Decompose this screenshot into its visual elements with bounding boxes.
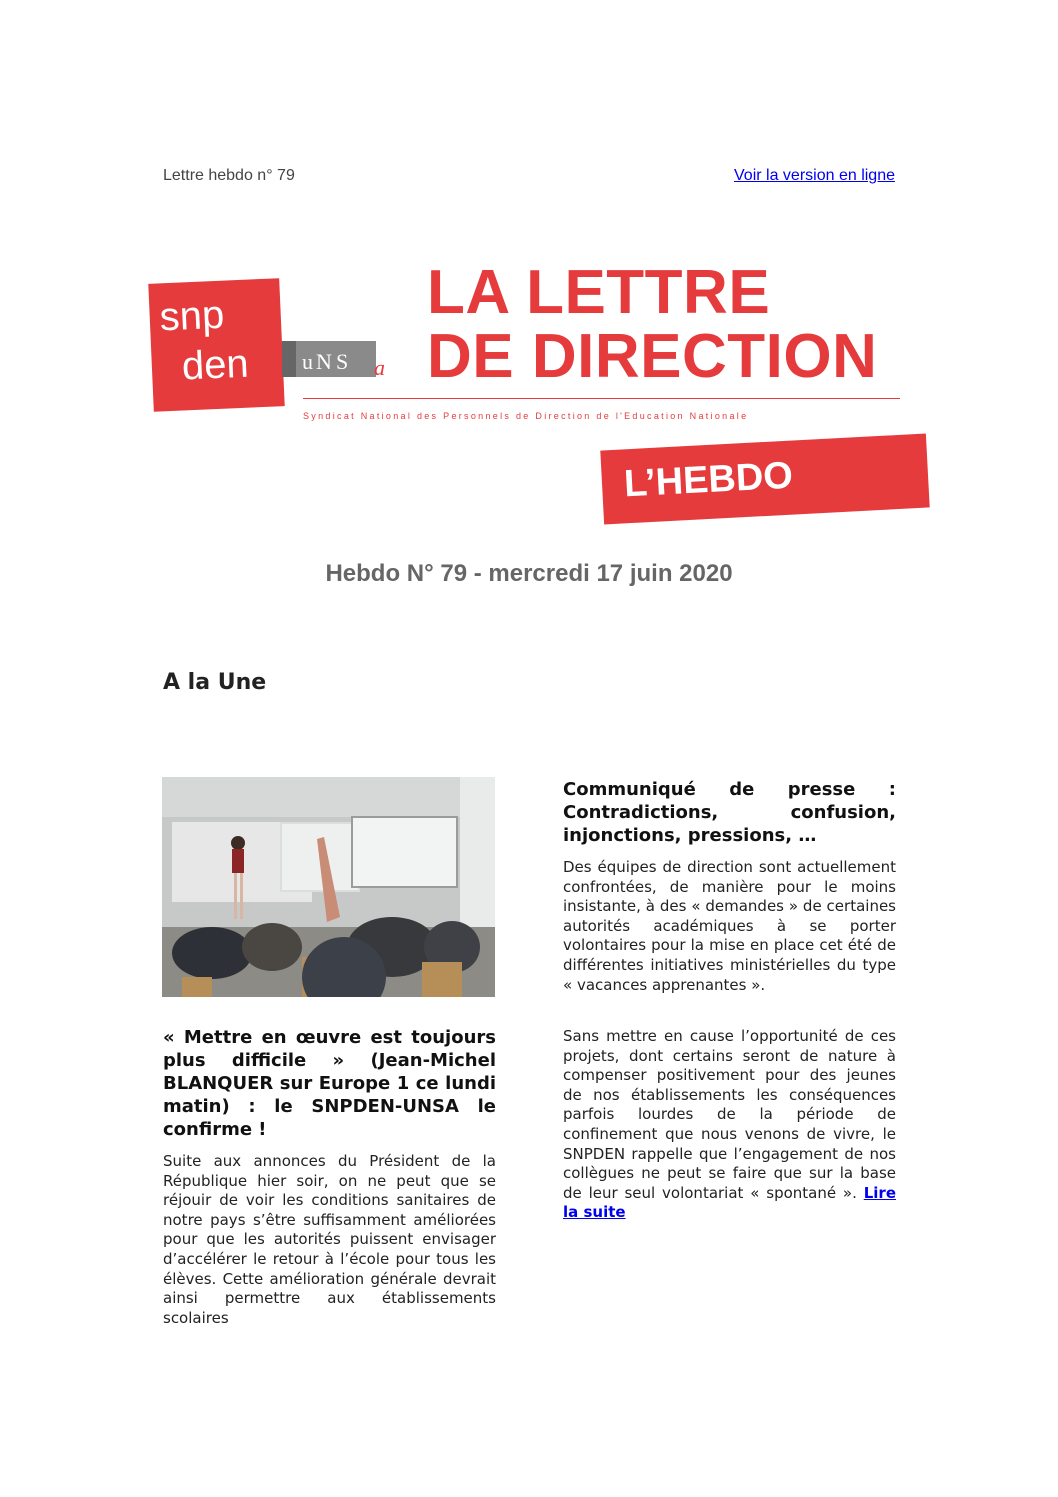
svg-text:a: a [374,355,385,379]
online-version-link[interactable]: Voir la version en ligne [734,167,895,184]
hebdo-badge-label: L’HEBDO [622,454,794,506]
right-article-title [563,778,896,847]
masthead-title-line-2: DE DIRECTION [427,322,878,391]
svg-text:u: u [302,349,313,374]
issue-number-label: Lettre hebdo n° 79 [163,167,295,184]
section-heading: A la Une [163,670,267,695]
left-article-body [163,1152,496,1328]
hebdo-badge [600,434,929,525]
issue-date-heading: Hebdo N° 79 - mercredi 17 juin 2020 [325,560,733,587]
left-article-title [163,1026,496,1141]
masthead-divider [303,398,900,399]
classroom-photo [162,777,495,997]
right-article-paragraph-2 [563,1027,896,1223]
right-article-paragraph-2-text: Sans mettre en cause l’opportunité de ces projets, dont certains seront de nature à compenser positivement pour des jeunes de nos établissements les conséquences parfois lourdes de la période de confinement que nous venons de vivre, le SNPDEN rappelle que l’engagement de nos collègues ne peut se faire que sur la base de leur seul volontariat « spontané ». [563,1027,896,1202]
svg-text:S: S [336,349,349,374]
left-article-title-text: « Mettre en œuvre est toujours plus difficile » (Jean-Michel BLANQUER sur Europe 1 ce lundi matin) : le SNPDEN-UNSA le confirme ! [163,1027,496,1140]
unsa-logo [282,339,392,379]
read-more-link[interactable]: Lire la suite [563,1183,896,1222]
svg-text:N: N [316,349,332,374]
logo-den-text: den [180,341,250,389]
logo-snp-text: snp [158,292,226,340]
masthead-title-line-1: LA LETTRE [427,258,771,327]
right-article-paragraph-1 [563,858,896,995]
left-article-body-text: Suite aux annonces du Président de la République hier soir, on ne peut que se réjouir de voir les conditions sanitaires de notre pays s’être suffisamment améliorées pour que les autorités puissent envisager d’accélérer le retour à l’école pour tous les élèves. Cette amélioration générale devrait ainsi permettre aux établissements scolaires [163,1152,496,1327]
snpden-logo [148,278,284,412]
right-article-paragraph-1-text: Des équipes de direction sont actuellement confrontées, de manière pour le moins insistante, à des « demandes » de certaines autorités académiques à se porter volontaires pour la mise en place cet été de différentes initiatives ministérielles du type « vacances apprenantes ». [563,858,896,994]
right-article-title-text: Communiqué de presse : Contradictions, confusion, injonctions, pressions, … [563,779,896,846]
masthead-subtitle: Syndicat National des Personnels de Direction de l'Education Nationale [303,411,749,421]
